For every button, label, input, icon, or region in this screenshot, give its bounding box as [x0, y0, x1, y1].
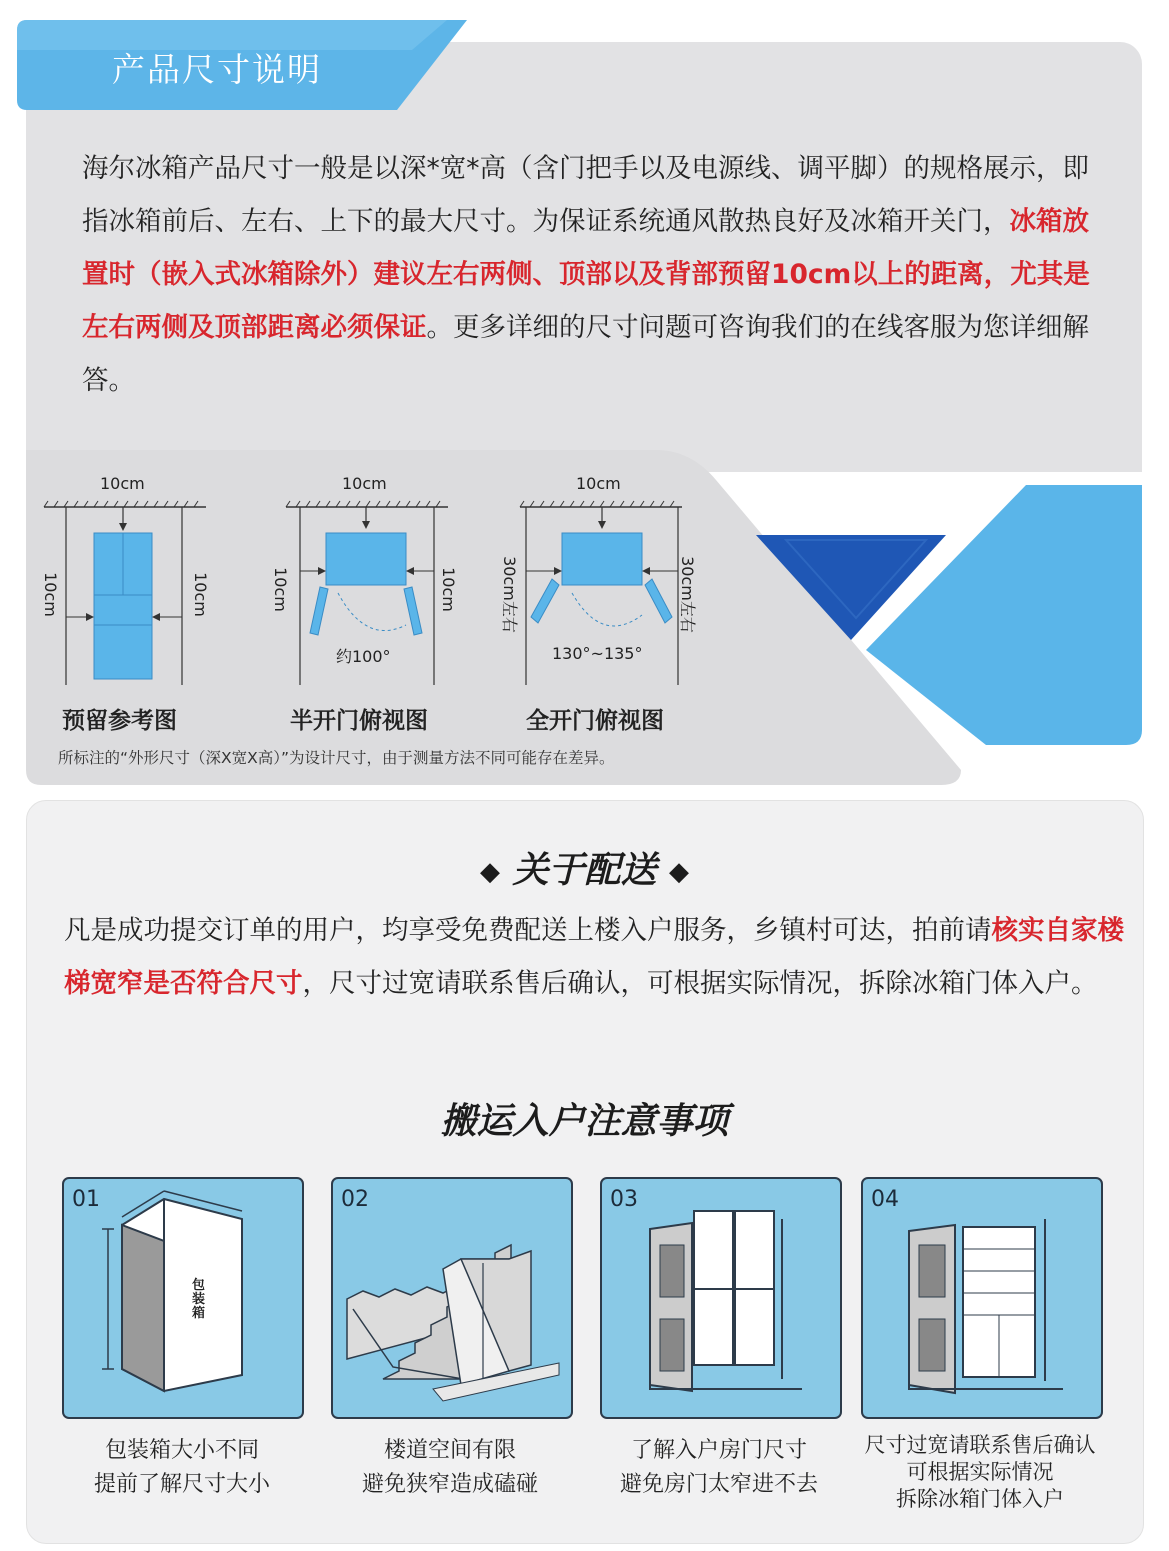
delivery-highlight: 核实自家楼梯宽窄是否符合尺寸 — [64, 915, 1124, 999]
delivery-title — [0, 842, 1169, 893]
d3-caption: 全开门俯视图 — [526, 708, 664, 734]
card-3-line1: 了解入户房门尺寸 — [630, 1438, 807, 1463]
card-3-caption — [589, 1434, 849, 1502]
moving-notes-title: 搬运入户注意事项 — [440, 1101, 729, 1142]
d2-angle-label: 约100° — [336, 647, 391, 666]
diamond-icon: ◆ — [669, 857, 690, 887]
card-1-caption — [52, 1434, 312, 1502]
door-fridge-illustration — [602, 1179, 840, 1417]
moving-card-2 — [331, 1177, 573, 1419]
box-label: 包装箱 — [192, 1278, 206, 1321]
d1-top-label: 10cm — [100, 474, 145, 493]
d3-left-label: 30cm左右 — [499, 556, 519, 633]
delivery-text-part2: ，尺寸过宽请联系售后确认，可根据实际情况，拆除冰箱门体入户。 — [302, 968, 1098, 999]
d3-top-label: 10cm — [576, 474, 621, 493]
page-title: 产品尺寸说明 — [112, 50, 322, 89]
moving-card-1 — [62, 1177, 304, 1419]
removed-door-fridge-illustration — [863, 1179, 1101, 1417]
intro-highlight: 冰箱放置时（嵌入式冰箱除外）建议左右两侧、顶部以及背部预留10cm以上的距离，尤其是左右两侧及顶部距离必须保证 — [82, 206, 1090, 343]
delivery-text — [64, 904, 1124, 1010]
delivery-title-text: 关于配送 — [512, 850, 657, 891]
size-note: 所标注的“外形尺寸（深X宽X高）”为设计尺寸，由于测量方法不同可能存在差异。 — [58, 749, 615, 767]
card-4-line3: 拆除冰箱门体入户 — [896, 1487, 1064, 1511]
d3-angle-label: 130°~135° — [552, 644, 643, 663]
card-number: 01 — [72, 1187, 100, 1212]
d2-top-label: 10cm — [342, 474, 387, 493]
card-1-line1: 包装箱大小不同 — [104, 1438, 259, 1463]
diagram-full-open — [512, 495, 692, 695]
card-2-caption — [320, 1434, 580, 1502]
stairs-fridge-illustration — [333, 1179, 571, 1417]
card-1-line2: 提前了解尺寸大小 — [93, 1472, 270, 1497]
d3-right-label: 30cm左右 — [677, 556, 697, 633]
d2-caption: 半开门俯视图 — [290, 708, 428, 734]
card-2-line2: 避免狭窄造成磕碰 — [361, 1472, 538, 1497]
d2-right-label: 10cm — [438, 567, 458, 612]
delivery-text-part1: 凡是成功提交订单的用户，均享受免费配送上楼入户服务，乡镇村可达，拍前请 — [64, 915, 992, 946]
card-number: 03 — [610, 1187, 638, 1212]
card-2-line1: 楼道空间有限 — [383, 1438, 516, 1463]
d1-caption: 预留参考图 — [62, 708, 177, 734]
d1-left-label: 10cm — [40, 572, 60, 617]
card-number: 04 — [871, 1187, 899, 1212]
package-box-illustration — [64, 1179, 302, 1417]
moving-card-3 — [600, 1177, 842, 1419]
card-3-line2: 避免房门太窄进不去 — [619, 1472, 818, 1497]
diamond-icon: ◆ — [479, 857, 500, 887]
moving-card-4 — [861, 1177, 1103, 1419]
card-4-caption — [850, 1432, 1110, 1513]
card-4-line2: 可根据实际情况 — [906, 1460, 1054, 1484]
card-number: 02 — [341, 1187, 369, 1212]
size-intro-text — [82, 142, 1092, 407]
d1-right-label: 10cm — [190, 572, 210, 617]
d2-left-label: 10cm — [270, 567, 290, 612]
intro-text-part1: 海尔冰箱产品尺寸一般是以深*宽*高（含门把手以及电源线、调平脚）的规格展示，即指冰箱前后、左右、上下的最大尺寸。为保证系统通风散热良好及冰箱开关门， — [82, 153, 1089, 237]
intro-text-part2: 。更多详细的尺寸问题可咨询我们的在线客服为您详细解答。 — [82, 312, 1089, 396]
card-4-line1: 尺寸过宽请联系售后确认 — [864, 1433, 1096, 1457]
